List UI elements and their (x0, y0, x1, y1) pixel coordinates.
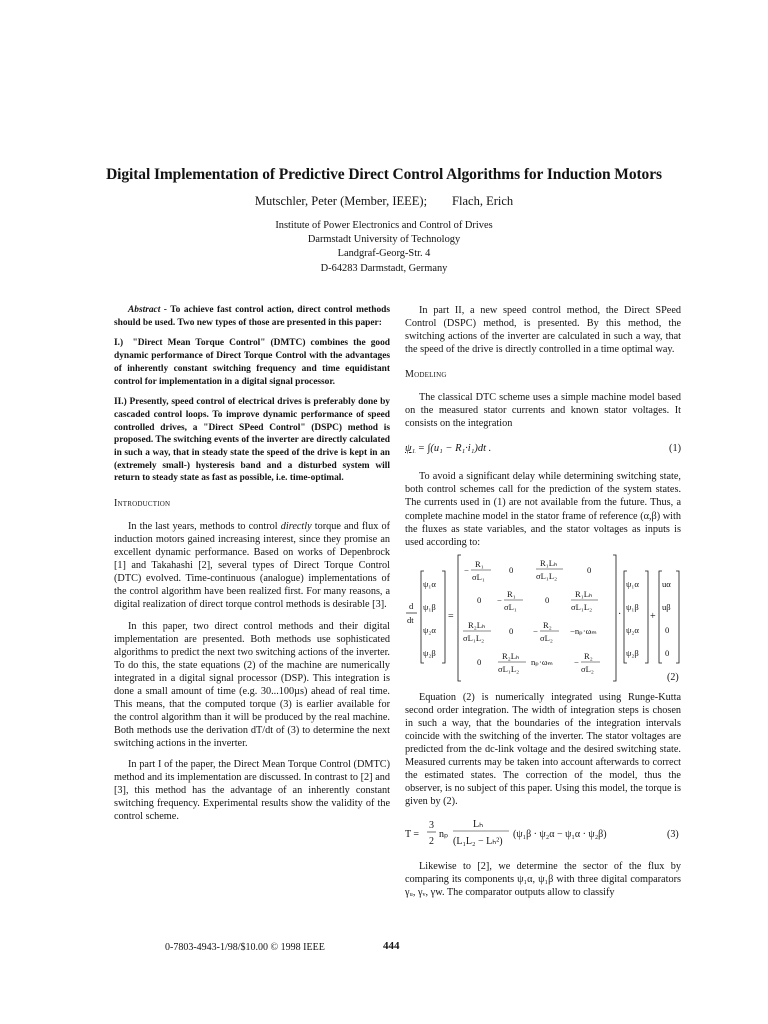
state-psi1a: ψ₁α (423, 578, 436, 589)
matrix-r3c3-num: R₂ (543, 619, 552, 630)
input-zero: 0 (665, 647, 670, 658)
section-heading-introduction: Introduction (114, 498, 171, 510)
input-zero: 0 (665, 624, 670, 635)
affiliation (80, 219, 688, 276)
equation-2 (405, 553, 681, 683)
matrix-r4c4-num: R₂ (584, 650, 593, 661)
matrix-r3c1-den: σL₁L₂ (463, 632, 485, 643)
matrix-minus: − (497, 594, 502, 605)
equation-1-number: (1) (669, 443, 681, 455)
matrix-r3c1-num: R₂Lₕ (468, 619, 486, 630)
intro-paragraph-1 (114, 520, 390, 611)
matrix-r4c2-num: R₂Lₕ (502, 650, 520, 661)
affiliation-line: Darmstadt University of Technology (307, 234, 461, 246)
equation-3-number: (3) (667, 829, 679, 841)
matrix-r2c2-den: σL₁ (504, 601, 517, 612)
affiliation-line: Institute of Power Electronics and Control of Drives (275, 220, 493, 231)
left-column (114, 304, 390, 823)
matrix-r1c2: 0 (509, 564, 514, 575)
abstract-label: Abstract (128, 305, 161, 315)
affiliation-line: Landgraf-Georg-Str. 4 (337, 248, 431, 260)
section-heading-modeling: Modeling (405, 369, 447, 381)
matrix-minus: − (533, 625, 538, 636)
state-psi2a: ψ₂α (423, 624, 436, 635)
right-paragraph-3: To avoid a significant delay while determining switching state, both control schemes call for the prediction of the system states. The currents used in (1) are not available from the future. Thus, a complete machine model in the stator frame of reference (α,β) with the fluxes as state variables, and the stator voltages as inputs is used according to: (405, 471, 681, 548)
state2-psi1b: ψ₁β (626, 601, 639, 612)
affiliation-line: D-64283 Darmstadt, Germany (320, 262, 448, 274)
state-psi1b: ψ₁β (423, 601, 436, 612)
matrix-r1c3-num: R₁Lₕ (540, 557, 558, 568)
equation-3 (405, 816, 681, 850)
deriv-d: d (409, 600, 414, 611)
equation-2-matrix (405, 553, 681, 683)
torque-rhs: (ψ₁β · ψ₂α − ψ₁α · ψ₂β) (513, 829, 607, 841)
abstract-item-1: I.) "Direct Mean Torque Control" (DMTC) combines the good dynamic performance of Direct Torque Control with the advantages of inherently constant switching frequency and time equidistant control for implementation in a digital signal processor. (114, 338, 390, 387)
matrix-r4c4-den: σL₂ (581, 663, 594, 674)
right-paragraph-1: In part II, a new speed control method, the Direct SPeed Control (DSPC) method, is presented. By this method, the switching actions of the inverter are calculated in such a way, that the speed of the drive is directly controlled in a time optimal way. (405, 305, 681, 356)
torque-lhs: T = (405, 829, 420, 841)
input-ub: uβ (662, 601, 671, 612)
input-bracket-right (676, 571, 679, 663)
torque-two: 2 (429, 836, 434, 848)
matrix-r2c4-den: σL₁L₂ (571, 601, 593, 612)
footer-copyright: 0-7803-4943-1/98/$10.00 © 1998 IEEE (165, 942, 325, 953)
equation-1-lhs: ψ₁ (405, 443, 416, 455)
right-paragraph-5: Likewise to [2], we determine the sector of the flux by comparing its components ψ₁α, ψ₁β with three digital comparators γᵤ, γᵥ, γw. The comparator outputs allow to classify (405, 861, 681, 899)
right-column (405, 304, 681, 899)
intro-paragraph-3: In part I of the paper, the Direct Mean Torque Control (DMTC) method and its implementation are discussed. In contrast to [2] and [3], this method has the advantage of an inherently constant switching frequency. Experimental results show the validity of the control scheme. (114, 758, 390, 823)
intro-paragraph-2: In this paper, two direct control methods and their digital implementation are presented. Both methods use sophisticated algorithms to predict the next two switching actions of the inverter. To do this, the state equations (2) of the machine are numerically integrated in a digital signal processor (DSP). This integration is done a small amount of time (e.g. 30...100µs) ahead of real time. This means, that the computed torque (3) is earlier available for the control algorithm than it will be produced by the real machine. Both methods use the derivation dT/dt of (3) to determine the next switching actions in the inverter. (114, 620, 390, 749)
matrix-bracket-left (458, 555, 461, 681)
state2-bracket-right (645, 571, 648, 663)
matrix-r1c3-den: σL₁L₂ (536, 570, 558, 581)
matrix-r2c3: 0 (545, 594, 550, 605)
paper-title: Digital Implementation of Predictive Direct Control Algorithms for Induction Motors (106, 166, 662, 183)
equation-1 (405, 439, 681, 461)
state2-psi2b: ψ₂β (626, 647, 639, 658)
matrix-r2c2-num: R₁ (507, 588, 516, 599)
matrix-minus: − (464, 564, 469, 575)
torque-frac-num: Lₕ (473, 819, 484, 831)
state-psi2b: ψ₂β (423, 647, 436, 658)
right-paragraph-2: The classical DTC scheme uses a simple machine model based on the measured stator currents and known stator voltages. It consists on the integration (405, 392, 681, 430)
equation-3-formula (405, 816, 681, 850)
intro-emphasis: directly (280, 521, 312, 533)
abstract-intro (114, 304, 390, 329)
abstract-item-2: II.) Presently, speed control of electrical drives is preferably done by cascaded control loops. To improve dynamic performance of speed controlled drives, a "Direct SPeed Control" (DSPC) method is proposed. The switching events of the inverter are directly calculated in such a way, that in steady state the speed of the drive is kept in an (extremely small-) hysteresis band and a disturbed system will return to steady state as fast as possible, i.e. time-optimal. (114, 397, 390, 484)
state2-psi1a: ψ₁α (626, 578, 639, 589)
plus-sign: + (650, 610, 656, 622)
input-ua: uα (662, 578, 671, 589)
matrix-r4c3: nₚ·ωₘ (531, 656, 553, 667)
equation-1-rhs: = ∫(u₁ − R₁·i₁)dt . (415, 443, 492, 455)
matrix-minus: − (574, 656, 579, 667)
matrix-r4c2-den: σL₁L₂ (498, 663, 520, 674)
matrix-r1c1-num: R₁ (475, 558, 484, 569)
multiply-dot: · (618, 608, 622, 620)
matrix-r1c1-den: σL₁ (472, 571, 485, 582)
matrix-r3c2: 0 (509, 625, 514, 636)
intro-text: In the last years, methods to control (128, 521, 281, 533)
matrix-r1c4: 0 (587, 564, 592, 575)
intro-text: torque and flux of induction motors gained increasing interest, since they promise an excellent dynamic performance. Based on works of Depenbrock [1] and Takahashi [2], several types of Direct Torque Control (DTC) evolved. Time-continuous (analogue) implementations of the control algorithm have been realized first. For many reasons, a digital realization of direct torque control methods is desirable [3]. (114, 521, 390, 611)
torque-np: nₚ (439, 829, 449, 841)
page-number: 444 (383, 940, 400, 952)
right-paragraph-4: Equation (2) is numerically integrated using Runge-Kutta second order integration. The width of integration steps is chosen in such a way, that the boundaries of the integration intervals coincide with the switching of the inverter. The stator voltages are predicted from the dc-link voltage and the desired switching state. Measured currents may be taken into account afterwards to correct the estimated states. The correction of the model, thus the observer, is no subject of this paper. Using this model, the torque is given by (2). (405, 691, 681, 808)
torque-three: 3 (429, 820, 434, 832)
matrix-bracket-right (613, 555, 616, 681)
matrix-r2c4-num: R₁Lₕ (575, 588, 593, 599)
abstract (114, 304, 390, 485)
matrix-r3c4: −nₚ·ωₘ (570, 625, 597, 636)
matrix-r3c3-den: σL₂ (540, 632, 553, 643)
matrix-r4c1: 0 (477, 656, 482, 667)
equation-2-number: (2) (667, 671, 679, 683)
state2-psi2a: ψ₂α (626, 624, 639, 635)
authors: Mutschler, Peter (Member, IEEE); Flach, Erich (254, 194, 514, 208)
torque-frac-den: (L₁L₂ − Lₕ²) (453, 836, 503, 848)
equals-sign: = (448, 610, 454, 622)
state-bracket-right (442, 571, 445, 663)
deriv-dt: dt (407, 614, 414, 625)
equation-1-body (405, 442, 491, 455)
matrix-r2c1: 0 (477, 594, 482, 605)
abstract-text: - To achieve fast control action, direct control methods should be used. Two new types of those are presented in this paper: (114, 305, 390, 328)
